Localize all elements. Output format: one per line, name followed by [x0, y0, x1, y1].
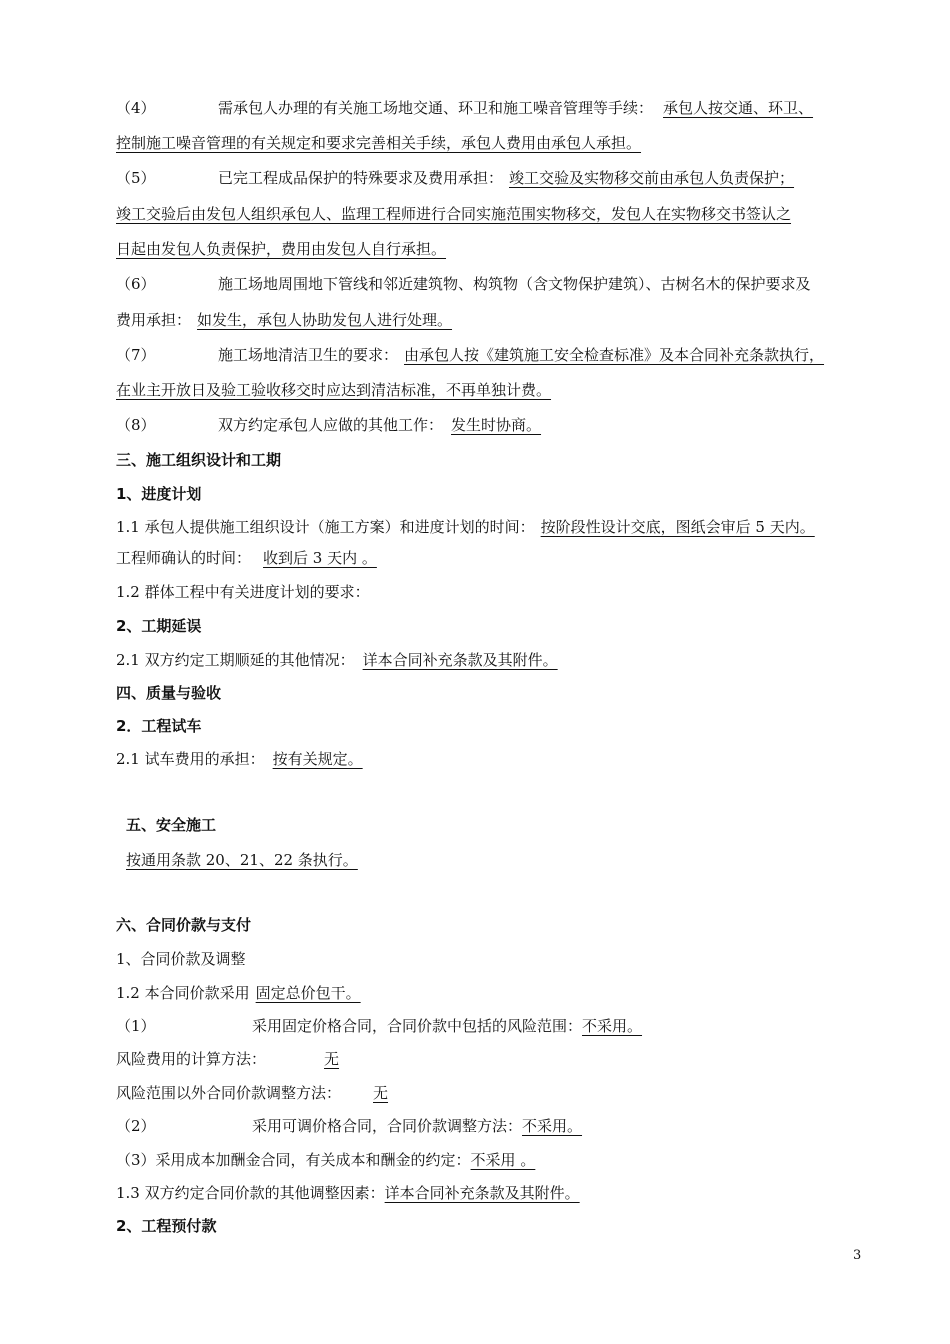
- section-3-p21: [116, 650, 566, 670]
- item-6-line-2: [116, 310, 452, 330]
- section-6-option-3: [116, 1150, 535, 1170]
- section-4-p21-label: 2.1 试车费用的承担：: [116, 750, 265, 768]
- section-6-p12-value: 固定总价包干。: [255, 984, 361, 1002]
- section-6-option-2-number: （2）: [116, 1117, 156, 1135]
- section-6-option-3-label: （3）采用成本加酬金合同，有关成本和酬金的约定：: [116, 1151, 471, 1169]
- section-6-option-2-value: 不采用。: [522, 1117, 583, 1135]
- item-5-line-1: [116, 168, 794, 188]
- item-8-value: 发生时协商。: [451, 416, 542, 434]
- section-6-heading: 六、合同价款与支付: [116, 916, 252, 934]
- section-3-p11-value: 按阶段性设计交底，图纸会审后 5 天内。: [540, 518, 815, 536]
- section-6-risk-calc-value: 无: [324, 1050, 340, 1068]
- section-6-risk-out-label: 风险范围以外合同价款调整方法：: [116, 1084, 342, 1102]
- section-6-option-1-label: 采用固定价格合同，合同价款中包括的风险范围：: [252, 1017, 583, 1035]
- section-3-confirm: [116, 548, 393, 568]
- section-3-heading: 三、施工组织设计和工期: [116, 451, 282, 469]
- section-6-option-2-label: 采用可调价格合同，合同价款调整方法：: [252, 1117, 523, 1135]
- item-7-line-2: [116, 380, 551, 400]
- item-6-value: 如发生，承包人协助发包人进行处理。: [197, 311, 453, 329]
- item-4-value-a: 承包人按交通、环卫、: [663, 99, 814, 117]
- section-4-heading: 四、质量与验收: [116, 684, 222, 702]
- section-6-option-2: [116, 1116, 594, 1136]
- item-5-label: 已完工程成品保护的特殊要求及费用承担：: [218, 169, 504, 187]
- section-6-p12: [116, 983, 365, 1003]
- item-4-number: （4）: [116, 99, 156, 117]
- section-6-option-1: [116, 1016, 642, 1036]
- section-4-sub-2: 2．工程试车: [116, 717, 202, 735]
- item-6-number: （6）: [116, 275, 156, 293]
- section-6-p12-label: 1.2 本合同价款采用: [116, 984, 250, 1002]
- item-7-line-1: [116, 345, 824, 365]
- section-6-risk-out-value: 无: [373, 1084, 389, 1102]
- item-4-line-2: [116, 133, 641, 153]
- section-6-risk-calc: [116, 1049, 369, 1069]
- section-3-p21-label: 2.1 双方约定工期顺延的其他情况：: [116, 651, 355, 669]
- section-5-value: 按通用条款 20、21、22 条执行。: [126, 851, 358, 869]
- section-4-p21-value: 按有关规定。: [272, 750, 363, 768]
- item-4-label: 需承包人办理的有关施工场地交通、环卫和施工噪音管理等手续：: [218, 99, 654, 117]
- section-6-option-1-number: （1）: [116, 1017, 156, 1035]
- section-6-risk-out: [116, 1083, 418, 1103]
- section-3-confirm-label: 工程师确认的时间：: [116, 549, 252, 567]
- section-3-p21-value: 详本合同补充条款及其附件。: [362, 651, 558, 669]
- section-6-sub-2: 2、工程预付款: [116, 1217, 217, 1235]
- section-5-line: [126, 850, 358, 870]
- item-6-label-b: 费用承担：: [116, 311, 192, 329]
- section-6-option-3-value: 不采用 。: [470, 1151, 536, 1169]
- item-4-value-b: 控制施工噪音管理的有关规定和要求完善相关手续，承包人费用由承包人承担。: [116, 134, 642, 152]
- item-7-value-a: 由承包人按《建筑施工安全检查标准》及本合同补充条款执行，: [404, 346, 825, 364]
- section-4-p21: [116, 749, 377, 769]
- page-number: 3: [853, 1248, 862, 1263]
- item-8-label: 双方约定承包人应做的其他工作：: [218, 416, 444, 434]
- item-6-line-1: [116, 274, 811, 294]
- section-6-risk-calc-label: 风险费用的计算方法：: [116, 1050, 267, 1068]
- item-5-line-3: [116, 239, 446, 259]
- section-3-sub-1: 1、进度计划: [116, 485, 202, 503]
- item-8-number: （8）: [116, 416, 156, 434]
- section-5-heading: 五、安全施工: [126, 816, 217, 834]
- section-6-p13: [116, 1183, 598, 1203]
- section-6-p13-value: 详本合同补充条款及其附件。: [384, 1184, 580, 1202]
- item-6-label-a: 施工场地周围地下管线和邻近建筑物、构筑物（含文物保护建筑）、古树名木的保护要求及: [218, 275, 811, 293]
- item-7-number: （7）: [116, 346, 156, 364]
- item-5-value-a: 竣工交验及实物移交前由承包人负责保护；: [509, 169, 795, 187]
- item-5-number: （5）: [116, 169, 156, 187]
- item-7-value-b: 在业主开放日及验工验收移交时应达到清洁标准，不再单独计费。: [116, 381, 552, 399]
- item-7-label: 施工场地清洁卫生的要求：: [218, 346, 399, 364]
- section-3-p11-label: 1.1 承包人提供施工组织设计（施工方案）和进度计划的时间：: [116, 518, 535, 536]
- section-6-option-1-value: 不采用。: [582, 1017, 643, 1035]
- item-5-value-c: 日起由发包人负责保护，费用由发包人自行承担。: [116, 240, 447, 258]
- item-5-line-2: [116, 204, 791, 224]
- item-8-line: [116, 415, 541, 435]
- item-5-value-b: 竣工交验后由发包人组织承包人、监理工程师进行合同实施范围实物移交，发包人在实物移交书签认之: [116, 205, 792, 223]
- section-3-p12: 1.2 群体工程中有关进度计划的要求：: [116, 583, 370, 601]
- section-3-sub-2: 2、工期延误: [116, 617, 202, 635]
- section-6-p13-label: 1.3 双方约定合同价款的其他调整因素：: [116, 1184, 385, 1202]
- section-6-sub-1: 1、合同价款及调整: [116, 950, 246, 968]
- section-3-confirm-value: 收到后 3 天内 。: [263, 549, 377, 567]
- item-4-line-1: [116, 98, 813, 118]
- section-3-p11: [116, 517, 815, 537]
